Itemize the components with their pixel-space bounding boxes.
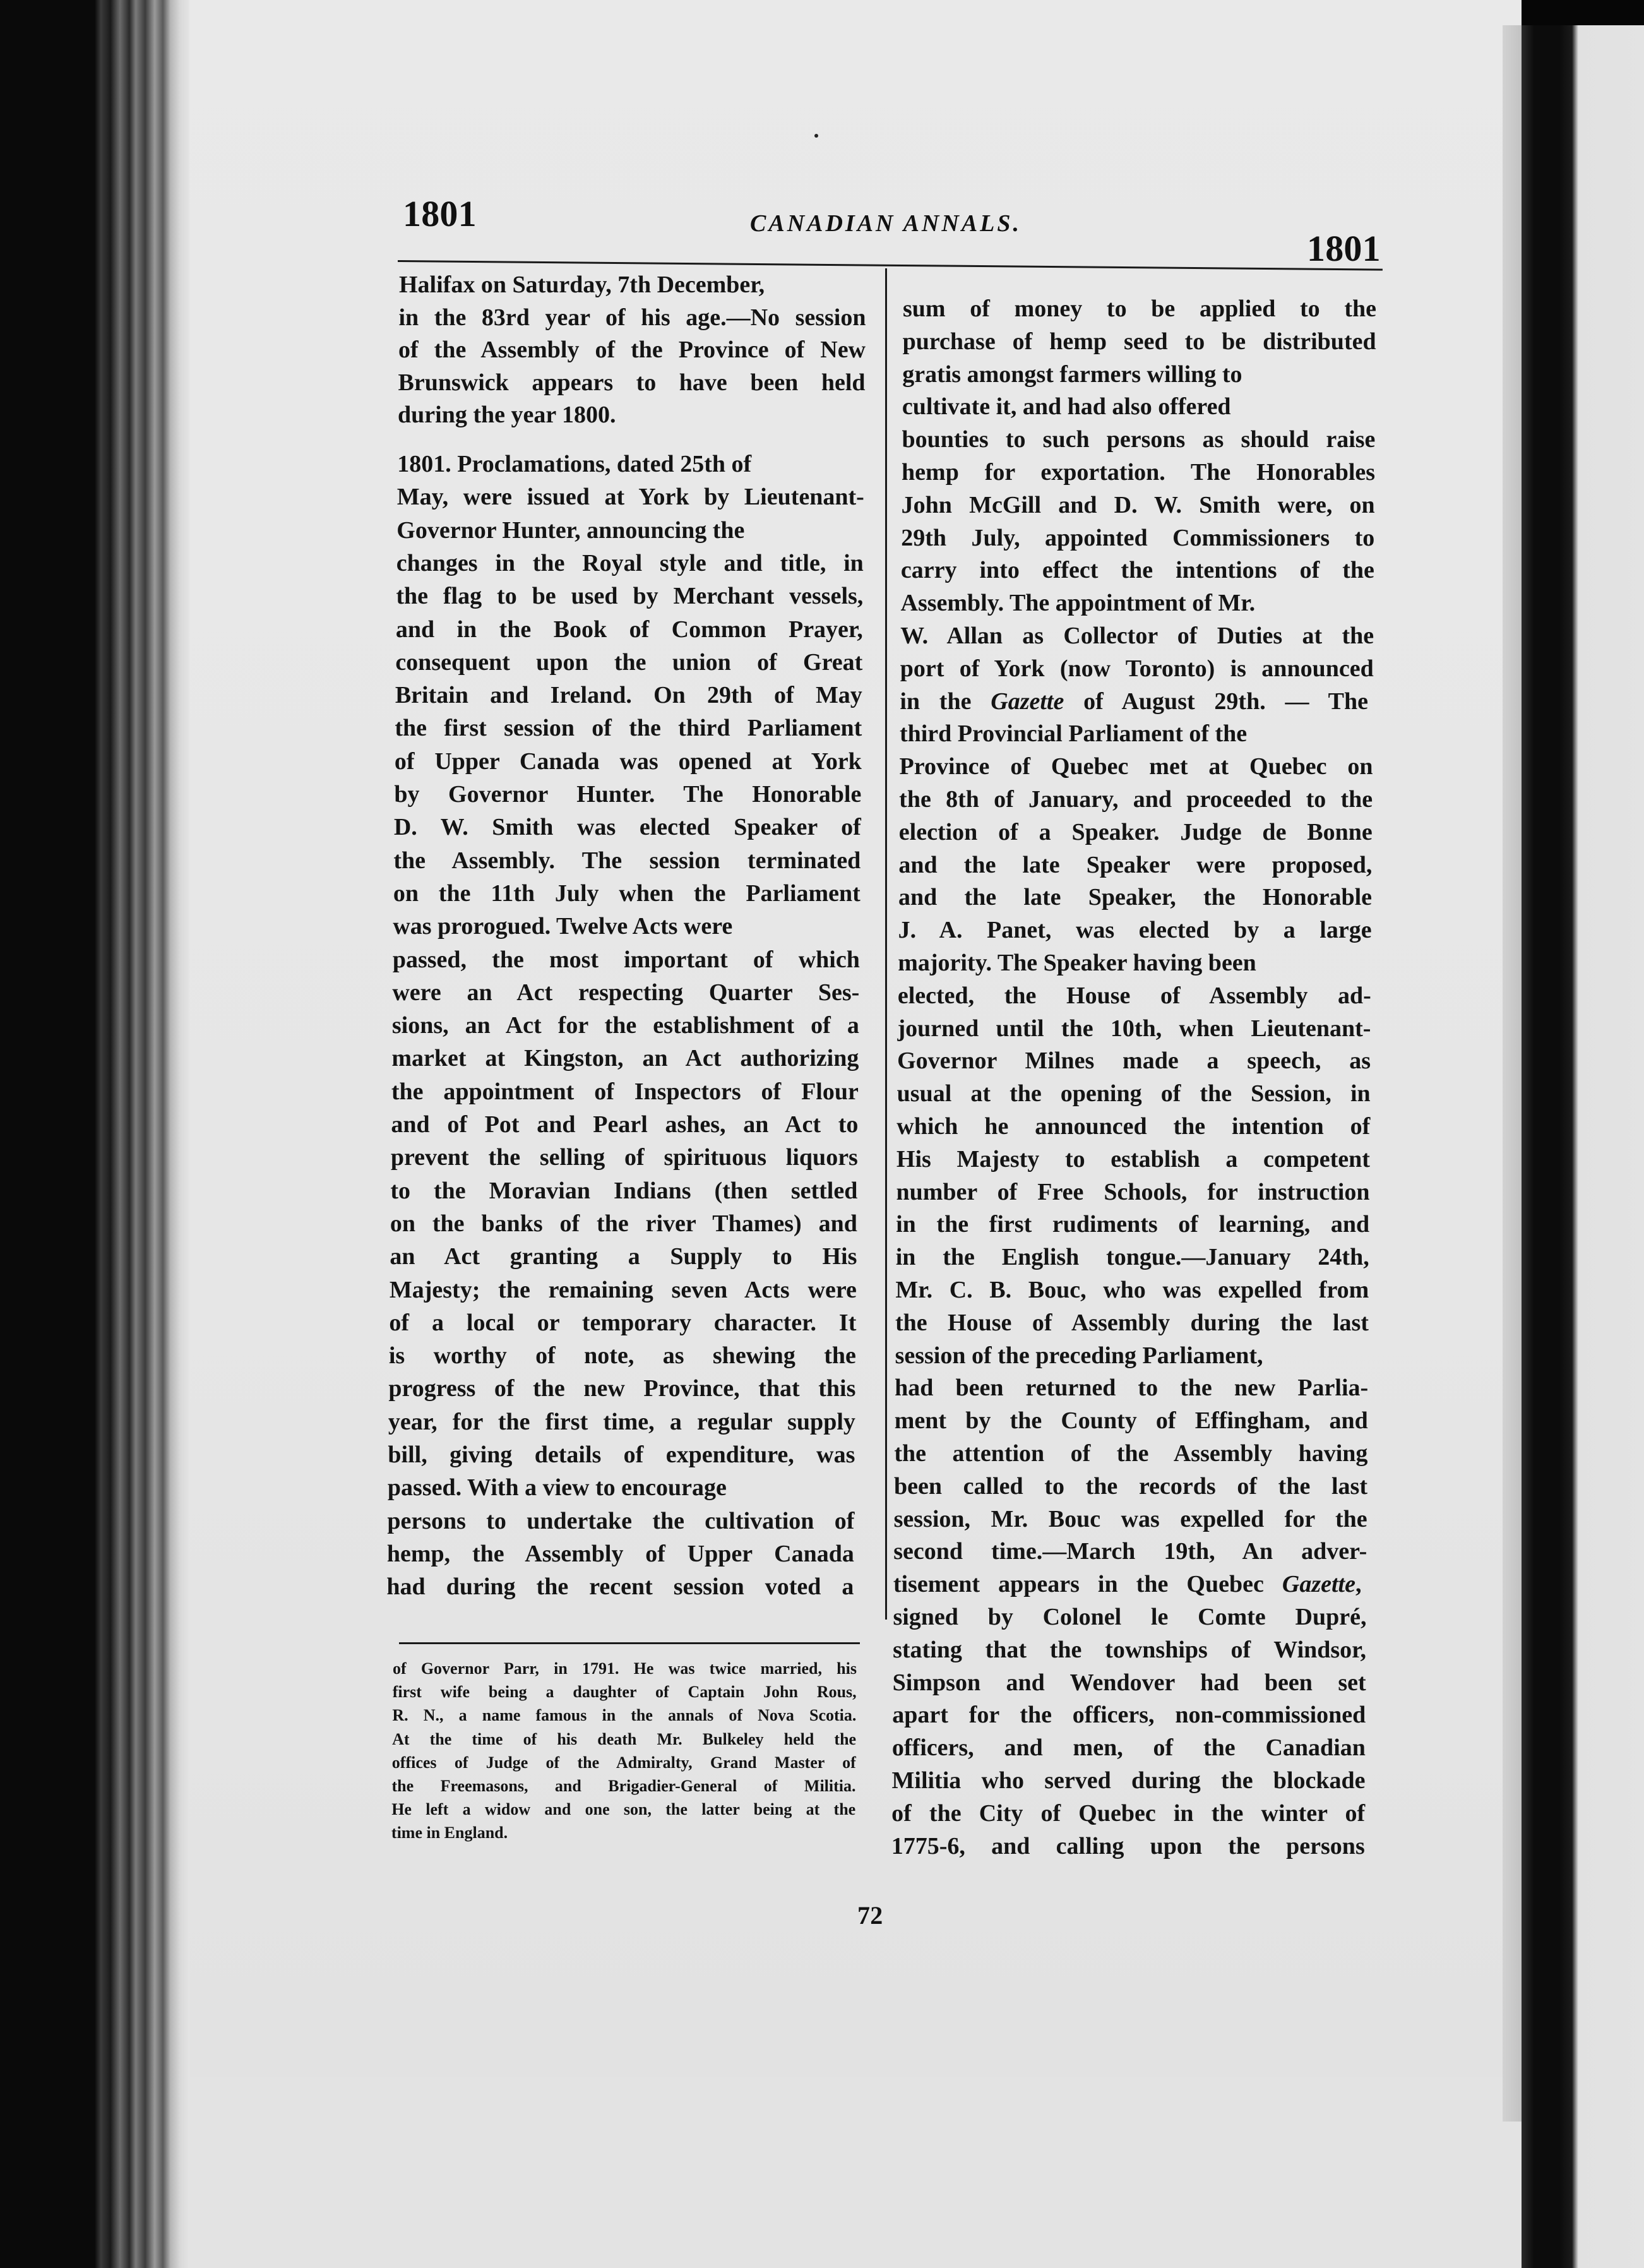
text-line: the attention of the Assembly having bbox=[894, 1440, 1368, 1467]
text-line: bounties to such persons as should raise bbox=[902, 426, 1376, 453]
text-line: Halifax on Saturday, 7th December, bbox=[399, 272, 765, 298]
text-line: the House of Assembly during the last bbox=[895, 1309, 1369, 1336]
running-title: CANADIAN ANNALS. bbox=[750, 210, 1022, 237]
text-line: Governor Milnes made a speech, as bbox=[897, 1047, 1371, 1075]
text-line: an Act granting a Supply to His bbox=[390, 1243, 857, 1270]
text-line: apart for the officers, non-commissioned bbox=[892, 1702, 1366, 1729]
text-line: sum of money to be applied to the bbox=[903, 295, 1376, 322]
text-line: usual at the opening of the Session, in bbox=[896, 1080, 1371, 1107]
text-line: in the 83rd year of his age.—No session bbox=[398, 304, 866, 331]
text-line: is worthy of note, as shewing the bbox=[388, 1342, 856, 1370]
footnote-line: He left a widow and one son, the latter being at the bbox=[391, 1800, 856, 1819]
text-line: cultivate it, and had also offered bbox=[902, 393, 1231, 421]
text-line: bill, giving details of expenditure, was bbox=[388, 1441, 855, 1468]
text-line: prevent the selling of spirituous liquors bbox=[390, 1144, 858, 1171]
text-line: Assembly. The appointment of Mr. bbox=[900, 590, 1256, 617]
text-line: and of Pot and Pearl ashes, an Act to bbox=[391, 1111, 859, 1138]
text-line: signed by Colonel le Comte Dupré, bbox=[893, 1604, 1367, 1630]
text-line: sions, an Act for the establishment of a bbox=[391, 1012, 859, 1039]
text-line: had during the recent session voted a bbox=[386, 1573, 854, 1601]
text-line: W. Allan as Collector of Duties at the bbox=[900, 623, 1374, 649]
text-line: 1801. Proclamations, dated 25th of bbox=[397, 451, 752, 477]
text-line: number of Free Schools, for instruction bbox=[896, 1178, 1370, 1205]
text-line: passed, the most important of which bbox=[392, 946, 860, 973]
text-line: session of the preceding Parliament, bbox=[895, 1342, 1263, 1369]
text-line: during the year 1800. bbox=[398, 402, 616, 428]
text-line: progress of the new Province, that this bbox=[388, 1375, 856, 1402]
text-line: D. W. Smith was elected Speaker of bbox=[393, 814, 861, 841]
text-line: purchase of hemp seed to be distributed bbox=[902, 328, 1376, 355]
text-line: J. A. Panet, was elected by a large bbox=[898, 917, 1372, 944]
text-line: election of a Speaker. Judge de Bonne bbox=[898, 818, 1373, 845]
text-line: Britain and Ireland. On 29th of May bbox=[395, 682, 862, 709]
text-line: Brunswick appears to have been held bbox=[398, 369, 866, 396]
text-line: gratis amongst farmers willing to bbox=[902, 361, 1242, 388]
text-line: consequent upon the union of Great bbox=[395, 648, 863, 676]
text-line: officers, and men, of the Canadian bbox=[891, 1734, 1366, 1762]
text-line: which he announced the intention of bbox=[896, 1113, 1371, 1140]
text-line: carry into effect the intentions of the bbox=[900, 557, 1374, 584]
text-line: tisement appears in the Quebec Gazette, bbox=[893, 1571, 1362, 1598]
text-line: were an Act respecting Quarter Ses- bbox=[392, 979, 860, 1006]
text-line: the first session of the third Parliament bbox=[395, 715, 862, 742]
text-line: hemp, the Assembly of Upper Canada bbox=[386, 1540, 854, 1567]
text-line: His Majesty to establish a competent bbox=[896, 1145, 1370, 1173]
text-line: to the Moravian Indians (then settled bbox=[390, 1177, 858, 1204]
footnote-line: the Freemasons, and Brigadier-General of Militia. bbox=[391, 1777, 856, 1795]
text-line: John McGill and D. W. Smith were, on bbox=[901, 491, 1375, 518]
header-year-right: 1801 bbox=[1307, 228, 1381, 269]
page-bottom-margin bbox=[0, 2077, 1644, 2268]
footnote-line: At the time of his death Mr. Bulkeley held the bbox=[392, 1729, 857, 1748]
footnote-rule bbox=[399, 1642, 860, 1644]
page-number: 72 bbox=[857, 1901, 883, 1930]
scan-speck bbox=[814, 134, 818, 138]
text-line: persons to undertake the cultivation of bbox=[387, 1507, 855, 1534]
text-line: of Upper Canada was opened at York bbox=[394, 748, 862, 775]
text-line: ment by the County of Effingham, and bbox=[894, 1407, 1368, 1435]
footnote-line: first wife being a daughter of Captain John Rous, bbox=[392, 1683, 857, 1702]
text-line: and the late Speaker were proposed, bbox=[898, 851, 1373, 878]
text-line: year, for the first time, a regular supply bbox=[388, 1408, 855, 1435]
footnote-line: time in England. bbox=[391, 1823, 508, 1842]
text-line: had been returned to the new Parlia- bbox=[895, 1375, 1369, 1402]
text-line: passed. With a view to encourage bbox=[387, 1474, 727, 1501]
text-line: 1775-6, and calling upon the persons bbox=[891, 1832, 1365, 1859]
text-line: third Provincial Parliament of the bbox=[899, 720, 1248, 748]
text-line: second time.—March 19th, An adver- bbox=[893, 1538, 1367, 1565]
text-line: elected, the House of Assembly ad- bbox=[897, 982, 1371, 1009]
book-binding-edge bbox=[0, 0, 189, 2268]
text-line: majority. The Speaker having been bbox=[898, 950, 1256, 976]
text-line: was prorogued. Twelve Acts were bbox=[393, 913, 733, 940]
text-line: hemp for exportation. The Honorables bbox=[902, 459, 1376, 486]
text-line: of the City of Quebec in the winter of bbox=[891, 1799, 1366, 1827]
text-line: the appointment of Inspectors of Flour bbox=[391, 1078, 859, 1105]
text-line: and in the Book of Common Prayer, bbox=[395, 616, 863, 643]
header-year-left: 1801 bbox=[403, 193, 477, 234]
text-line: Majesty; the remaining seven Acts were bbox=[389, 1276, 857, 1303]
text-line: session, Mr. Bouc was expelled for the bbox=[893, 1505, 1367, 1532]
text-line: Simpson and Wendover had been set bbox=[892, 1669, 1366, 1696]
footnote-line: of Governor Parr, in 1791. He was twice married, his bbox=[393, 1659, 857, 1678]
text-line: market at Kingston, an Act authorizing bbox=[391, 1045, 859, 1072]
text-line: Province of Quebec met at Quebec on bbox=[899, 753, 1373, 780]
text-line: in the first rudiments of learning, and bbox=[896, 1211, 1370, 1238]
text-line: the 8th of January, and proceeded to the bbox=[899, 786, 1373, 813]
footnote-line: offices of Judge of the Admiralty, Grand Master of bbox=[391, 1753, 856, 1772]
text-line: the flag to be used by Merchant vessels, bbox=[396, 583, 864, 610]
text-line: on the 11th July when the Parliament bbox=[393, 880, 861, 907]
next-page-edge bbox=[1522, 0, 1644, 2268]
text-line: 29th July, appointed Commissioners to bbox=[901, 524, 1375, 551]
text-line: and the late Speaker, the Honorable bbox=[898, 884, 1372, 911]
text-line: port of York (now Toronto) is announced bbox=[900, 655, 1374, 682]
scan-border-top-right bbox=[1522, 0, 1644, 25]
text-line: stating that the townships of Windsor, bbox=[893, 1636, 1367, 1663]
text-line: journed until the 10th, when Lieutenant- bbox=[897, 1015, 1371, 1042]
text-line: the Assembly. The session terminated bbox=[393, 847, 861, 874]
text-line: been called to the records of the last bbox=[894, 1472, 1367, 1500]
text-line: Mr. C. B. Bouc, who was expelled from bbox=[895, 1277, 1369, 1303]
text-line: in the Gazette of August 29th. — The bbox=[900, 688, 1368, 715]
text-line: by Governor Hunter. The Honorable bbox=[394, 781, 862, 808]
column-divider bbox=[885, 268, 887, 1620]
text-line: changes in the Royal style and title, in bbox=[396, 549, 864, 576]
text-line: May, were issued at York by Lieutenant- bbox=[396, 484, 864, 511]
text-line: Governor Hunter, announcing the bbox=[396, 516, 745, 544]
text-line: Militia who served during the blockade bbox=[891, 1767, 1366, 1794]
footnote-line: R. N., a name famous in the annals of Nova Scotia. bbox=[392, 1706, 857, 1725]
text-line: on the banks of the river Thames) and bbox=[390, 1210, 857, 1237]
text-line: of the Assembly of the Province of New bbox=[398, 337, 866, 363]
text-line: in the English tongue.—January 24th, bbox=[895, 1244, 1369, 1271]
text-line: of a local or temporary character. It bbox=[389, 1309, 857, 1336]
